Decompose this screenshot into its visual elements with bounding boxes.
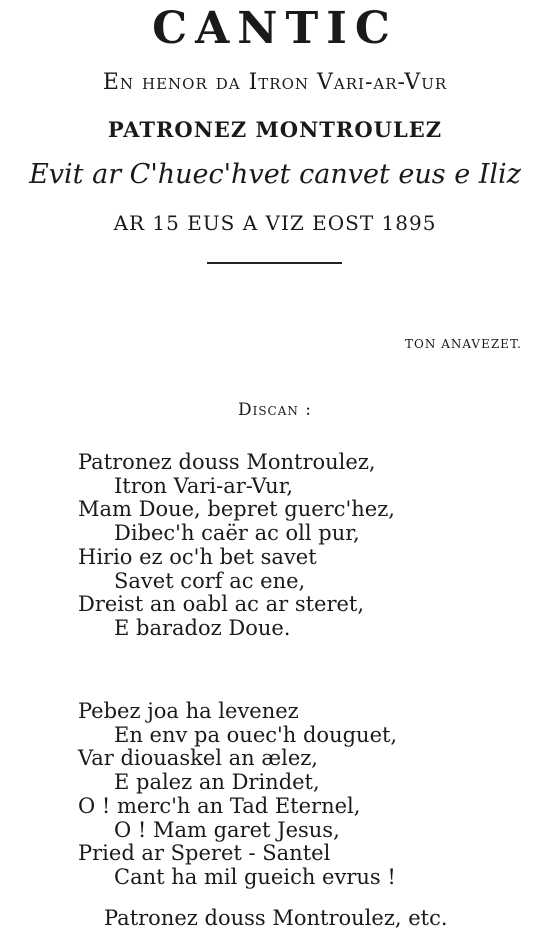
date-line: AR 15 EUS A VIZ EOST 1895 (113, 211, 437, 235)
verse-line: E palez an Drindet, (114, 770, 320, 795)
patron-line: PATRONEZ MONTROULEZ (107, 117, 443, 142)
verse-line: Savet corf ac ene, (114, 568, 306, 593)
song-title: CANTIC (152, 3, 398, 54)
verse-line: Mam Doue, bepret guerc'hez, (78, 497, 395, 522)
verse-line: Dreist an oabl ac ar steret, (78, 592, 365, 617)
verse-line: En env pa ouec'h douguet, (114, 722, 398, 747)
verse-line: Pebez joa ha levenez (78, 699, 299, 723)
verse-line: E baradoz Doue. (114, 615, 291, 640)
verse-line: Patronez douss Montroulez, (78, 450, 376, 474)
verse-line: Hirio ez oc'h bet savet (78, 544, 317, 569)
verse-line: Var diouaskel an ælez, (78, 746, 318, 771)
dedication-line: En henor da Itron Vari-ar-Vur (102, 70, 448, 95)
refrain-label: Discan : (237, 400, 313, 420)
occasion-line: Evit ar C'huec'hvet canvet eus e Iliz (29, 159, 521, 190)
verse-line: O ! Mam garet Jesus, (114, 817, 340, 842)
verse-line: Dibec'h caër ac oll pur, (114, 521, 360, 546)
verse-line: O ! merc'h an Tad Eternel, (78, 793, 361, 818)
stanza-refrain (78, 451, 395, 641)
refrain-repeat: Patronez douss Montroulez, etc. (104, 906, 448, 930)
verse-line: Itron Vari-ar-Vur, (114, 473, 294, 498)
tune-note: TON ANAVEZET. (405, 337, 522, 351)
verse-line: Pried ar Speret - Santel (78, 841, 331, 866)
verse-line: Cant ha mil gueich evrus ! (114, 864, 396, 889)
divider-rule (207, 262, 342, 264)
stanza-verse-1 (78, 700, 397, 890)
